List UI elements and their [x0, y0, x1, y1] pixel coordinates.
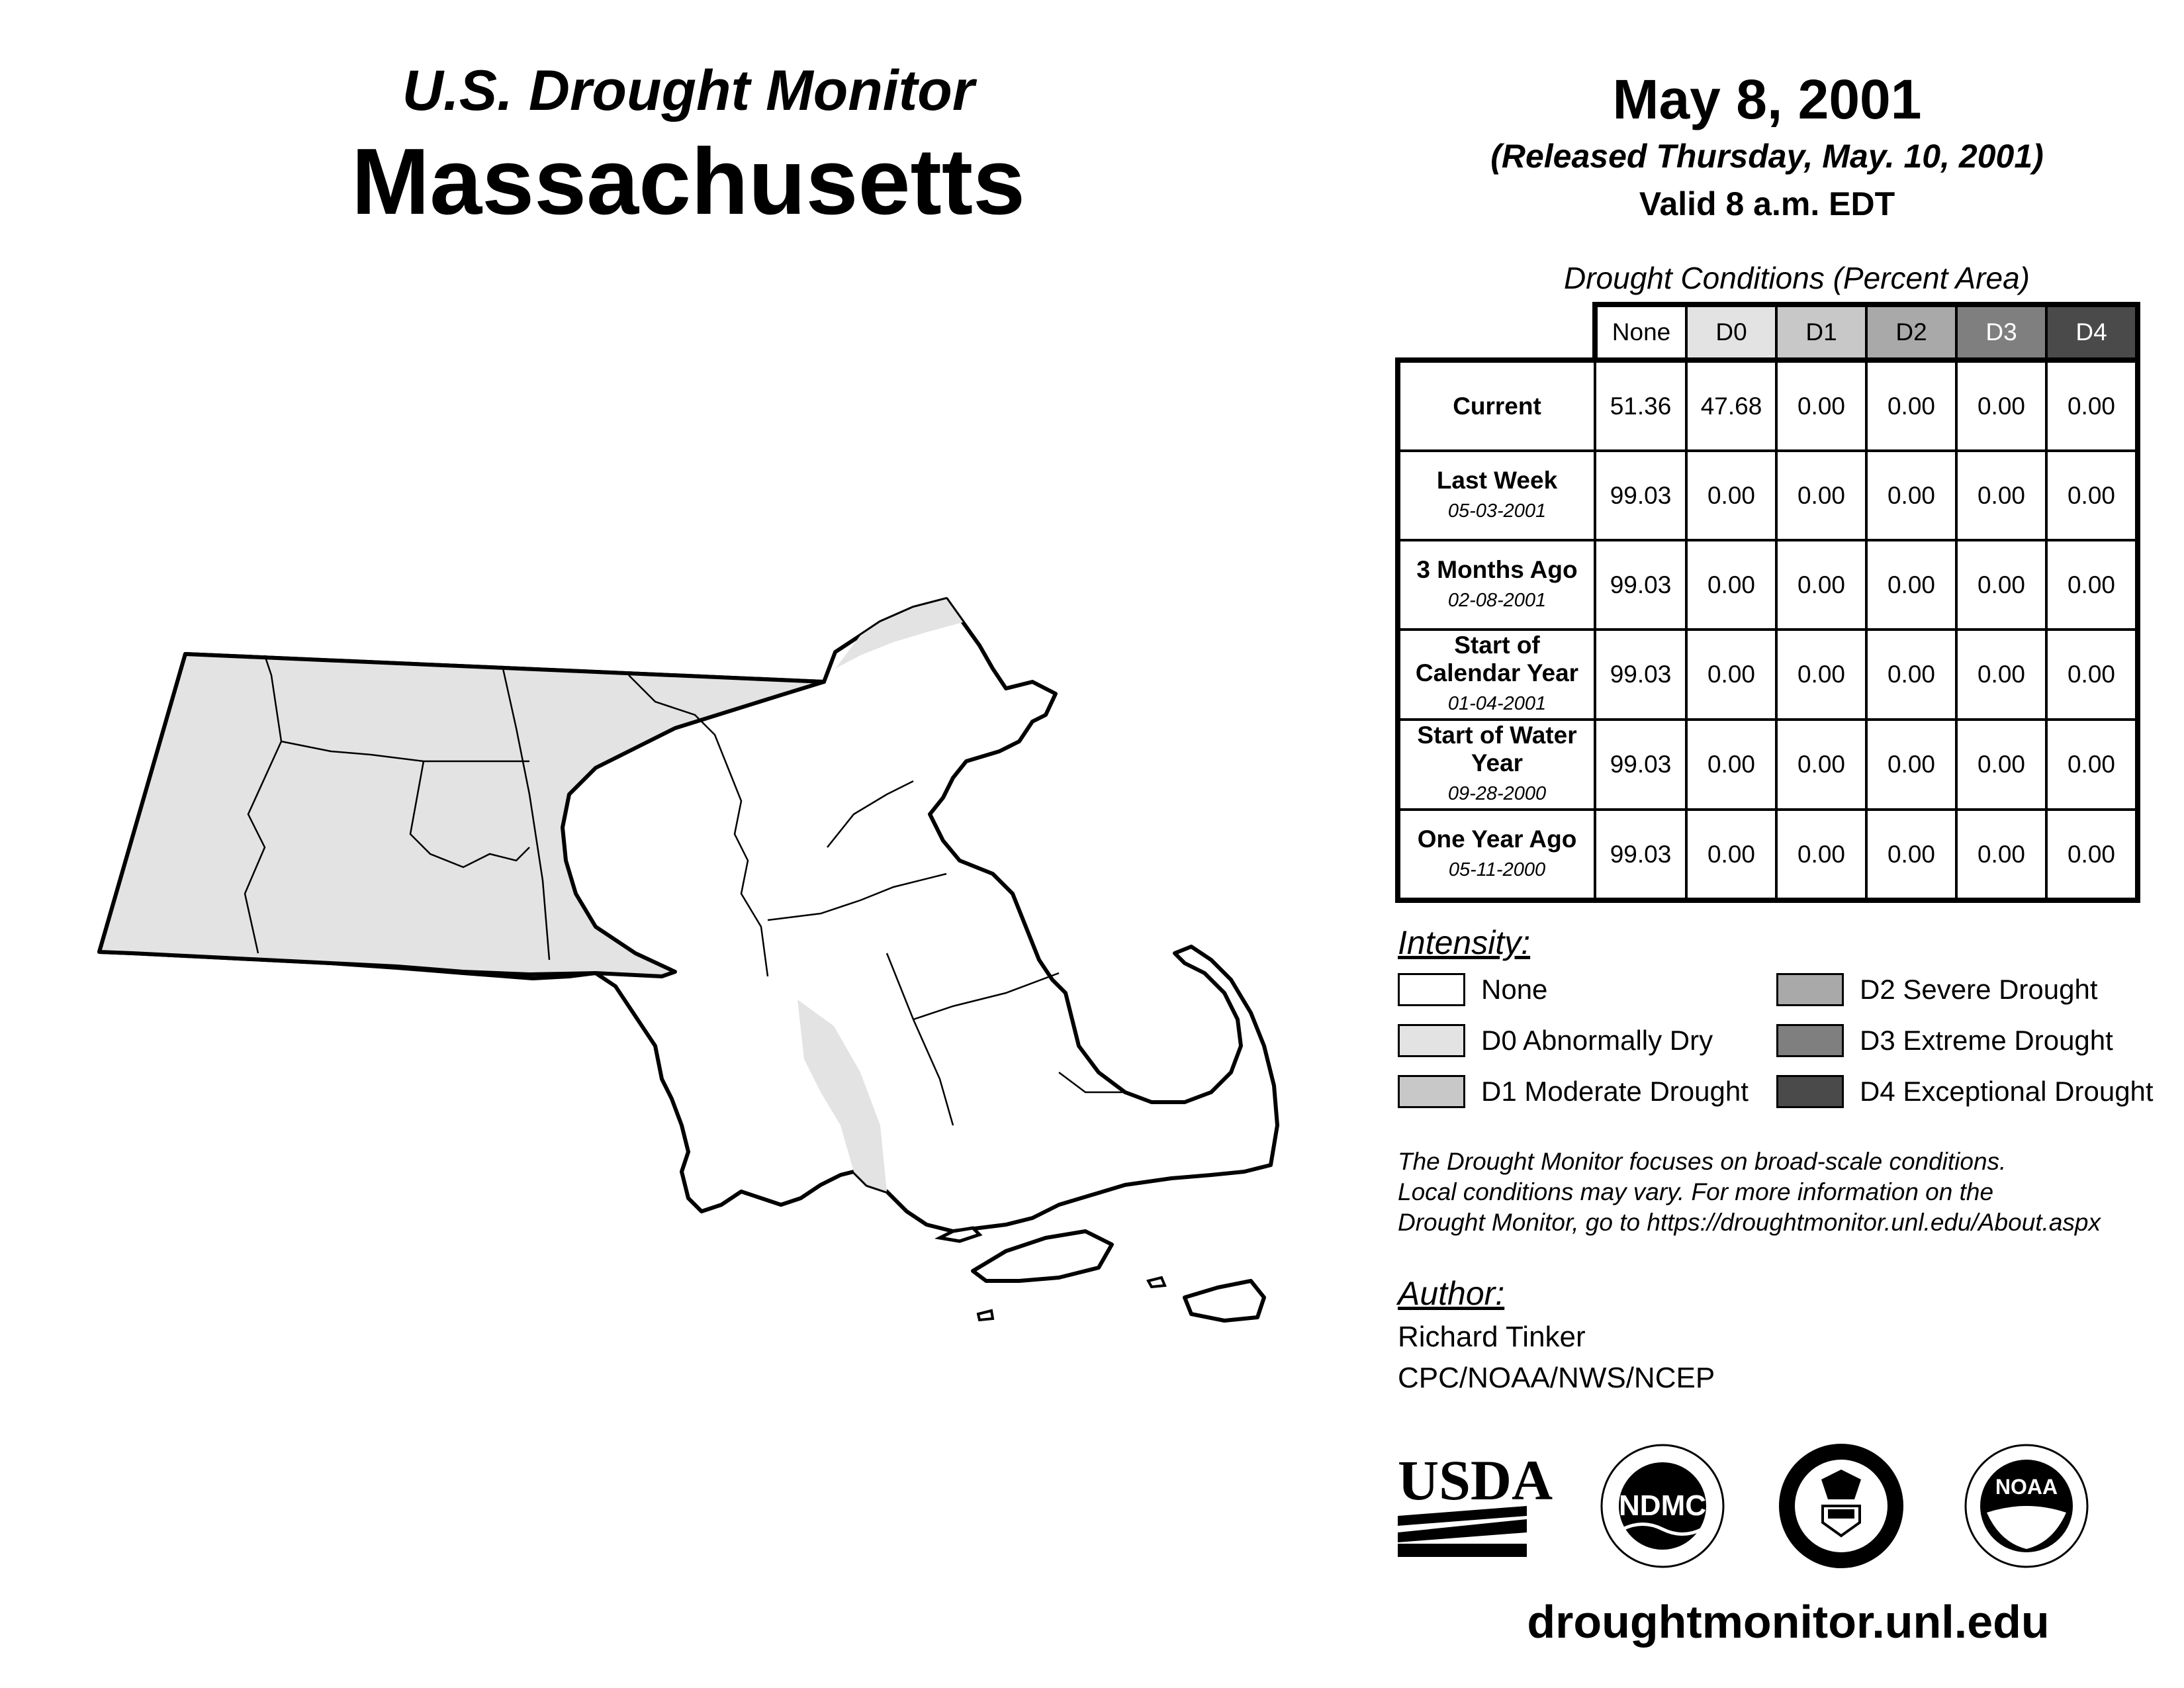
table-cell: 51.36	[1595, 360, 1686, 451]
valid-time: Valid 8 a.m. EDT	[1639, 185, 1895, 222]
intensity-legend	[1398, 923, 2179, 1107]
row-label-text: 3 Months Ago	[1416, 555, 1578, 583]
legend-item	[1398, 1075, 1749, 1108]
table-cell: 0.00	[1866, 540, 1956, 630]
disclaimer-note	[1398, 1147, 2184, 1238]
author-name: Richard Tinker	[1398, 1321, 1586, 1353]
agency-logos	[1398, 1443, 2179, 1575]
table-cell: 0.00	[2046, 451, 2138, 540]
map-title: U.S. Drought Monitor	[402, 59, 975, 122]
column-header-d4: D4	[2046, 305, 2138, 360]
table-row	[1398, 630, 2138, 720]
table-cell: 0.00	[1956, 720, 2046, 810]
table-cell: 0.00	[1866, 720, 1956, 810]
table-cell: 0.00	[1866, 360, 1956, 451]
legend-item	[1776, 973, 2098, 1006]
legend-label: D4 Exceptional Drought	[1860, 1076, 2154, 1107]
table-cell: 0.00	[1776, 810, 1866, 900]
state-name: Massachusetts	[351, 129, 1026, 234]
table-cell: 99.03	[1595, 810, 1686, 900]
map-title-block	[265, 58, 1112, 236]
legend-label: D3 Extreme Drought	[1860, 1025, 2113, 1056]
table-cell: 0.00	[2046, 810, 2138, 900]
table-cell: 99.03	[1595, 540, 1686, 630]
noaa-logo	[1966, 1445, 2087, 1567]
svg-text:NOAA: NOAA	[1995, 1475, 2058, 1499]
table-row	[1398, 720, 2138, 810]
table-cell: 0.00	[1686, 540, 1776, 630]
massachusetts-map	[86, 583, 1343, 1367]
row-label-text: Last Week	[1436, 466, 1558, 494]
website-link[interactable]: droughtmonitor.unl.edu	[1527, 1596, 2050, 1648]
legend-swatch	[1398, 973, 1465, 1006]
usda-logo	[1398, 1448, 1553, 1557]
table-cell: 0.00	[1776, 540, 1866, 630]
author-org: CPC/NOAA/NWS/NCEP	[1398, 1362, 1715, 1394]
commerce-seal-logo	[1779, 1444, 1903, 1568]
column-header-d2: D2	[1866, 305, 1956, 360]
date-block	[1377, 68, 2158, 223]
table-cell: 0.00	[1956, 810, 2046, 900]
table-cell: 0.00	[1956, 360, 2046, 451]
legend-label: D1 Moderate Drought	[1481, 1076, 1749, 1107]
row-label	[1398, 810, 1595, 900]
row-date: 02-08-2001	[1447, 589, 1547, 611]
small-island-2	[1148, 1278, 1165, 1287]
svg-text:USDA: USDA	[1398, 1448, 1553, 1512]
legend-item	[1776, 1075, 2154, 1108]
author-block	[1398, 1274, 2126, 1395]
row-label-text: Current	[1453, 392, 1541, 420]
svg-text:NDMC: NDMC	[1619, 1489, 1706, 1522]
note-line-1: The Drought Monitor focuses on broad-scale conditions.	[1398, 1148, 2007, 1175]
table-cell: 0.00	[1686, 810, 1776, 900]
row-label	[1398, 360, 1595, 451]
legend-item	[1398, 973, 1547, 1006]
table-cell: 0.00	[1866, 451, 1956, 540]
row-date: 05-03-2001	[1447, 500, 1547, 522]
table-cell: 99.03	[1595, 720, 1686, 810]
legend-item	[1398, 1024, 1713, 1057]
row-label-text: Start of Water Year	[1417, 722, 1577, 776]
table-row	[1398, 540, 2138, 630]
map-date: May 8, 2001	[1612, 68, 1922, 130]
column-header-d3: D3	[1956, 305, 2046, 360]
table-row	[1398, 451, 2138, 540]
table-cell: 0.00	[2046, 630, 2138, 720]
table-cell: 0.00	[1686, 630, 1776, 720]
map-svg	[86, 583, 1343, 1364]
intensity-heading: Intensity:	[1398, 924, 1531, 961]
legend-item	[1776, 1024, 2113, 1057]
legend-swatch	[1776, 1075, 1844, 1108]
table-cell: 0.00	[1776, 360, 1866, 451]
table-cell: 0.00	[1776, 720, 1866, 810]
legend-label: None	[1481, 974, 1548, 1005]
table-cell: 0.00	[1956, 540, 2046, 630]
row-label-text: Start of Calendar Year	[1415, 632, 1579, 686]
table-caption: Drought Conditions (Percent Area)	[1564, 261, 2030, 295]
table-cell: 0.00	[1956, 451, 2046, 540]
nantucket	[1185, 1281, 1264, 1321]
row-label	[1398, 630, 1595, 720]
drought-conditions-table	[1395, 302, 2140, 903]
row-label	[1398, 720, 1595, 810]
table-cell: 0.00	[1956, 630, 2046, 720]
legend-label: D0 Abnormally Dry	[1481, 1025, 1713, 1056]
legend-swatch	[1398, 1075, 1465, 1108]
column-header-d0: D0	[1686, 305, 1776, 360]
table-cell: 0.00	[1776, 451, 1866, 540]
row-label	[1398, 540, 1595, 630]
row-date: 05-11-2000	[1448, 859, 1546, 880]
table-cell: 0.00	[2046, 720, 2138, 810]
release-date: (Released Thursday, May. 10, 2001)	[1490, 138, 2044, 175]
row-label	[1398, 451, 1595, 540]
table-row	[1398, 810, 2138, 900]
table-cell: 0.00	[1686, 720, 1776, 810]
small-island-1	[978, 1311, 993, 1320]
row-date: 09-28-2000	[1447, 783, 1547, 804]
legend-swatch	[1398, 1024, 1465, 1057]
author-heading: Author:	[1398, 1275, 1505, 1312]
marthas-vineyard	[973, 1231, 1112, 1281]
table-row	[1398, 360, 2138, 451]
table-cell: 0.00	[1776, 630, 1866, 720]
ndmc-logo	[1602, 1445, 1723, 1567]
table-cell: 0.00	[1866, 810, 1956, 900]
note-line-3: Drought Monitor, go to https://droughtmonitor.unl.edu/About.aspx	[1398, 1209, 2101, 1236]
table-cell: 0.00	[1686, 451, 1776, 540]
table-cell: 0.00	[1866, 630, 1956, 720]
column-header-none: None	[1595, 305, 1686, 360]
table-cell: 0.00	[2046, 360, 2138, 451]
legend-swatch	[1776, 973, 1844, 1006]
row-label-text: One Year Ago	[1417, 825, 1577, 853]
note-line-2: Local conditions may vary. For more information on the	[1398, 1178, 1994, 1205]
table-corner	[1398, 305, 1595, 360]
table-cell: 99.03	[1595, 451, 1686, 540]
table-cell: 99.03	[1595, 630, 1686, 720]
table-cell: 47.68	[1686, 360, 1776, 451]
conditions-table	[1395, 302, 2140, 903]
legend-label: D2 Severe Drought	[1860, 974, 2098, 1005]
column-header-d1: D1	[1776, 305, 1866, 360]
row-date: 01-04-2001	[1447, 693, 1547, 714]
legend-swatch	[1776, 1024, 1844, 1057]
table-cell: 0.00	[2046, 540, 2138, 630]
